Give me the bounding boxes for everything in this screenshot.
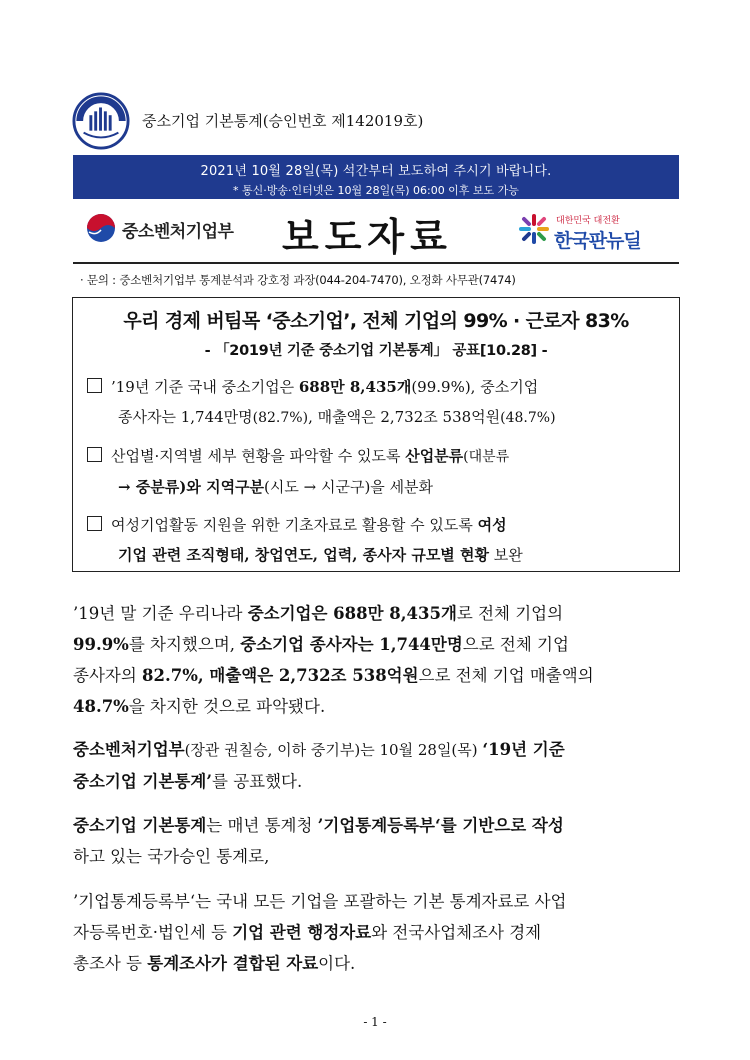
summary-bullet: 산업별·지역별 세부 현황을 파악할 수 있도록 산업분류(대분류 → 중분류)와 지역구분(시도 → 시군구)을 세분화 [87, 441, 667, 502]
national-statistics-logo [72, 92, 130, 150]
summary-bullet: 여성기업활동 지원을 위한 기초자료로 활용할 수 있도록 여성 기업 관련 조직형태, 창업연도, 업력, 종사자 규모별 현황 보완 [87, 510, 667, 570]
ministry-name: 중소벤처기업부 [122, 222, 234, 242]
embargo-banner [73, 155, 679, 199]
new-deal-title: 한국판뉴딜 [554, 230, 641, 252]
approval-number: 중소기업 기본통계(승인번호 제142019호) [142, 112, 424, 130]
government-emblem-icon [86, 213, 116, 243]
header-divider [73, 262, 679, 264]
summary-box [72, 297, 680, 572]
body-paragraph: ’19년 말 기준 우리나라 중소기업은 688만 8,435개로 전체 기업의 99.9%를 차지했으며, 중소기업 종사자는 1,744만명으로 전체 기업 종사자의 82.7%, 매출액은 2,732조 538억원으로 전체 기업 매출액의 48.7%을 차지한 것으로 파악됐다. [73, 604, 594, 716]
headline: 우리 경제 버팀목 ‘중소기업’, 전체 기업의 99% · 근로자 83% [123, 310, 629, 332]
page-number: - 1 - [363, 1015, 387, 1029]
contact-info: · 문의 : 중소벤처기업부 통계분석과 강호정 과장(044-204-7470), 오정화 사무관(7474) [80, 273, 516, 287]
embargo-line: 2021년 10월 28일(목) 석간부터 보도하여 주시기 바랍니다. [200, 164, 552, 179]
korean-new-deal-logo [517, 212, 551, 246]
body-paragraph: ’기업통계등록부‘는 국내 모든 기업을 포괄하는 기본 통계자료로 사업 자등록번호·법인세 등 기업 관련 행정자료와 전국사업체조사 경제 총조사 등 통계조사가 결합된 자료이다. [73, 892, 567, 973]
summary-bullet: ’19년 기준 국내 중소기업은 688만 8,435개(99.9%), 중소기업 종사자는 1,744만명(82.7%), 매출액은 2,732조 538억원(48.7%) [87, 372, 667, 433]
body-paragraph: 중소기업 기본통계는 매년 통계청 ’기업통계등록부‘를 기반으로 작성 하고 있는 국가승인 통계로, [73, 816, 564, 866]
body-paragraph: 중소벤처기업부(장관 권칠승, 이하 중기부)는 10월 28일(목) ‘19년 기준 중소기업 기본통계’를 공표했다. [73, 740, 565, 791]
new-deal-subtitle: 대한민국 대전환 [556, 216, 620, 226]
press-release-title: 보도자료 [282, 214, 453, 259]
checkbox-bullet-icon [87, 516, 102, 531]
subheadline: - 「2019년 기준 중소기업 기본통계」 공표[10.28] - [204, 343, 548, 359]
checkbox-bullet-icon [87, 378, 102, 393]
checkbox-bullet-icon [87, 447, 102, 462]
broadcast-note: * 통신·방송·인터넷은 10월 28일(목) 06:00 이후 보도 가능 [233, 184, 519, 197]
